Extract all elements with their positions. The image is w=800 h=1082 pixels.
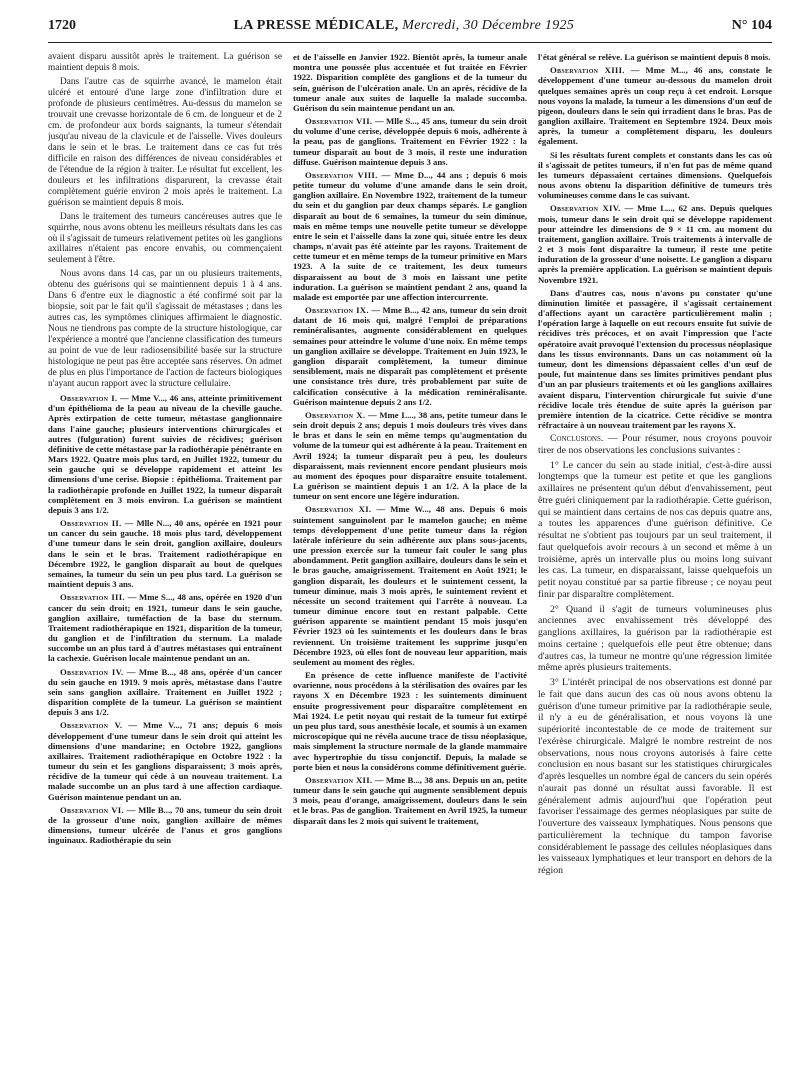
paragraph bbox=[538, 604, 772, 675]
page-header bbox=[48, 18, 772, 43]
paragraph bbox=[538, 150, 772, 201]
observation-paragraph bbox=[48, 592, 282, 663]
paragraph-text: — Mme W..., 48 ans. Depuis 6 mois suintement sanguinolent par le mamelon gauche; en même temps développement d'une petite tumeur dans la région latérale inférieure du sein adhérente aux plans sous-jacents, une pression exercée sur la tumeur fait couler le sang plus abondamment. Petit ganglion axillaire, douleurs dans le sein et le bras gauche, amaigrissement. Traitement en Août 1921; le ganglion disparaît, les douleurs et le suintement cessent, la tumeur diminue, mais 3 mois après, le suintement revient et nécessite un second traitement qui l'arrête à nouveau. La tumeur diminue encore tout en restant palpable. Cette guérison apparente se maintient pendant 15 mois jusqu'en Février 1923 où les suintements et les douleurs dans le bras reviennent. Un troisième traitement les supprime jusqu'en Décembre 1923, où elles font de nouveau leur apparition, mais seulement au moment des règles. bbox=[293, 504, 527, 667]
observation-paragraph bbox=[538, 65, 772, 146]
paragraph-lead: Observation XI. bbox=[305, 504, 372, 515]
paragraph bbox=[48, 77, 282, 209]
paragraph-text: — Mlle S..., 45 ans, tumeur du sein droit du volume d'une cerise, développée depuis 6 mois, adhérente à la peau, pas de ganglions. Traitement en Février 1922 : la tumeur disparaît au bout de 3 mois, il reste une induration diffuse. Guérison maintenue depuis 3 ans. bbox=[293, 116, 527, 167]
paragraph-text: — Mme B..., 42 ans, tumeur du sein droit datant de 16 mois qui, malgré l'emploi de préparations reminéralisantes, augmente considérablement en quelques semaines pour atteindre le volume d'une noix. En même temps un ganglion axillaire se développe. Traitement en Juin 1923, le ganglion disparaît complètement, la tumeur diminue sensiblement, mais ne disparaît pas complètement et présente une consistance très dure, très probablement par suite de calcification consécutive à la médication reminéralisante. Guérison maintenue depuis 2 ans 1/2. bbox=[293, 305, 527, 407]
observation-paragraph bbox=[48, 393, 282, 515]
observation-paragraph bbox=[293, 775, 527, 826]
paragraph-text: 2° Quand il s'agit de tumeurs volumineuses plus anciennes avec envahissement très développé des ganglions axillaires, la guérison par la radiothérapie est moins certaine ; quelquefois elle peut être obtenue; dans d'autres cas, la tumeur ne montre qu'une régression limitée même après plusieurs traitements. bbox=[538, 603, 772, 674]
column-3 bbox=[538, 52, 772, 1070]
paragraph-text: — Mme S..., 48 ans, opérée en 1920 d'un cancer du sein droit; en 1921, tumeur dans le sein gauche, ganglion axillaire, tuméfaction de la base du sternum. Traitement radiothérapique en 1921, disparition de la tumeur, du ganglion et de l'infiltration du sternum. La malade succombe un an plus tard à d'autres métastases qui entraînent la cachexie. Guérison locale maintenue pendant un an. bbox=[48, 592, 282, 664]
article-columns bbox=[48, 52, 772, 1070]
paragraph-text: avaient disparu aussitôt après le traitement. La guérison se maintient depuis 8 mois. bbox=[48, 52, 282, 73]
paragraph-lead: Observation VI. bbox=[60, 804, 124, 815]
observation-paragraph bbox=[538, 203, 772, 284]
paragraph-text: — Mme L..., 38 ans, petite tumeur dans le sein droit depuis 2 ans; depuis 1 mois douleurs très vives dans le bras et dans le sein en même temps qu'augmentation du volume de la tumeur qui est adhérente à la peau. Traitement en Avril 1924; la tumeur disparaît peu à peu, les douleurs disparaissent, mais reviennent encore pendant plusieurs mois au moment des époques pour disparaître ensuite totalement. La guérison se maintient depuis 1 an 1/2. A la place de la tumeur on sent encore une légère induration. bbox=[293, 409, 527, 502]
paragraph-lead: Observation IV. bbox=[60, 666, 124, 677]
column-2 bbox=[293, 52, 527, 1070]
paragraph-text: Si les résultats furent complets et constants dans les cas où il s'agissait de petites tumeurs, il n'en fut pas de même quand les tumeurs dépassaient certaines dimensions. Quelquefois nous avons obtenu la disparition définitive de tumeurs très volumineuses comme dans le cas suivant. bbox=[538, 149, 772, 201]
paragraph-text: — Mme B..., 38 ans. Depuis un an, petite tumeur dans le sein gauche qui augmente sensiblement depuis 3 mois, peau d'orange, amaigrissement, douleurs dans le sein et le bras. Pas de ganglion. Traitement en Avril 1925, la tumeur disparaît dans les 2 mois qui suivent le traitement, bbox=[293, 774, 527, 826]
column-1 bbox=[48, 52, 282, 1070]
observation-paragraph bbox=[293, 170, 527, 302]
observation-paragraph bbox=[48, 805, 282, 846]
paragraph-text: 3° L'intérêt principal de nos observations est donné par le fait que dans aucun des cas où nous avons obtenu la guérison d'une tumeur primitive par la radiothérapie seule, il n'y a eu de généralisation, et nous voyons là une supériorité incontestable de ce mode de traitement sur l'exérèse chirurgicale. Malgré le nombre restreint de nos observations, nous nous croyons autorisés à faire cette conclusion en nous basant sur les statistiques chirurgicales d'après lesquelles un nombre égal de cancers du sein opérés n'aurait pas donné un résultat aussi favorable. Il est généralement admis aujourd'hui que l'opération peut favoriser l'essaimage des germes néoplasiques par suite de l'ouverture des vaisseaux lymphatiques. Nous pensons que particulièrement la technique du tampon favorise considérablement le passage des cellules néoplasiques dans les vaisseaux lymphatiques et leur transport en dehors de la région bbox=[538, 677, 772, 877]
paragraph-text: — Mme L..., 62 ans. Depuis quelques mois, tumeur dans le sein droit qui se développe rapidement pour atteindre les dimensions de 9 × 11 cm. au moment du traitement, ganglion axillaire. Trois traitements à intervalle de 2 et 3 mois font disparaître la tumeur, il reste une petite induration de la grosseur d'une noisette. Le ganglion a disparu après la première application. La guérison se maintient depuis Novembre 1921. bbox=[538, 203, 772, 285]
paragraph-text: et de l'aisselle en Janvier 1922. Bientôt après, la tumeur anale montra une poussée plus accentuée et fut traitée en Février 1922. Disparition complète des ganglions et de la tumeur du sein, guérison de l'ulcération anale. Un an après, récidive de la tumeur anale aux suites de laquelle la malade succomba. Guérison du sein maintenue pendant un an. bbox=[293, 52, 527, 113]
page-number: 1720 bbox=[48, 18, 76, 33]
paragraph-text: Dans d'autres cas, nous n'avons pu constater qu'une diminution limitée et passagère, il s'agissait certainement d'affections ayant un caractère particulièrement malin ; l'opération large à laquelle on eut recours ensuite fut suivie de récidives très précoces, et on avait l'impression que l'acte opératoire avait provoqué l'extension du processus néoplasique dans les tissus environnants. Dans un cas notamment où la tumeur, dont les dimensions dépassaient celles d'un œuf de poule, fut maintenue dans ses limites primitives pendant plus d'un an par plusieurs traitements et où les ganglions axillaires avaient disparu, l'intervention chirurgicale fut suivie d'une récidive locale très étendue de suite après la guérison par première intention de la cicatrice. Cette récidive se montra réfractaire à un nouveau traitement par les rayons X. bbox=[538, 287, 772, 431]
observation-paragraph bbox=[48, 518, 282, 589]
paragraph-lead: Observation XII. bbox=[305, 774, 373, 785]
paragraph bbox=[538, 677, 772, 877]
paragraph-text: — Mme V..., 46 ans, atteinte primitivement d'un épithélioma de la peau au niveau de la cheville gauche. Après extirpation de cette tumeur, métastase ganglionnaire dans l'aine gauche; plusieurs interventions chirurgicales et autres (fulguration) furent suivies de récidives; guérison définitive de cette métastase par la radiothérapie pénétrante en Mars 1922. Quatre mois plus tard, en Juillet 1922, tumeur du sein gauche qui se développe rapidement et atteint les dimensions d'une cerise. Biopsie : épithélioma. Traitement par la radiothérapie profonde en Juillet 1922, la tumeur disparaît complètement en 3 mois environ. La guérison se maintient depuis 3 ans 1/2. bbox=[48, 393, 282, 515]
paragraph-lead: Observation IX. bbox=[305, 305, 369, 316]
observation-paragraph bbox=[293, 410, 527, 502]
paragraph bbox=[48, 212, 282, 267]
paragraph-lead: Observation V. bbox=[60, 720, 123, 731]
observation-paragraph bbox=[48, 720, 282, 801]
paragraph-text: — Mlle N..., 40 ans, opérée en 1921 pour un cancer du sein gauche. 18 mois plus tard, développement d'une tumeur dans le sein droit, ganglion axillaire, douleurs dans le sein et le bras. Traitement radiothérapique en Décembre 1922, le ganglion disparaît au bout de quelques semaines, la tumeur du sein un peu plus tard. La guérison se maintient depuis 3 ans. bbox=[48, 518, 282, 590]
paragraph-lead: Observation X. bbox=[305, 409, 366, 420]
paragraph-text: 1° Le cancer du sein au stade initial, c'est-à-dire aussi longtemps que la tumeur est petite et que les ganglions axillaires ne présentent qu'un début d'envahissement, peut être guéri cliniquement par la radiothérapie. Cette guérison, qui se maintient dans certains de nos cas depuis quatre ans, a toutes les apparences d'une guérison définitive. Ce résultat ne s'obtient pas toujours par un seul traitement, il faut quelquefois avoir recours à un second et même à un troisième, après un intervalle plus ou moins long suivant les cas. La tumeur, en disparaissant, laisse quelquefois un petit noyau constitué par sa partie fibreuse ; ce noyau peut finir par disparaître complètement. bbox=[538, 459, 772, 600]
paragraph-lead: Conclusions. bbox=[550, 433, 604, 445]
paragraph-text: — Mlle B..., 70 ans, tumeur du sein droit de la grosseur d'une noix, ganglion axillaire de mêmes dimensions, tumeur ulcérée de l'anus et gros ganglions inguinaux. Radiothérapie du sein bbox=[48, 804, 282, 846]
paragraph-text: l'état général se relève. La guérison se maintient depuis 8 mois. bbox=[538, 52, 771, 62]
paragraph bbox=[48, 52, 282, 74]
journal-title bbox=[234, 18, 574, 34]
paragraph bbox=[538, 288, 772, 430]
paragraph bbox=[293, 52, 527, 113]
paragraph-text: Dans l'autre cas de squirrhe avancé, le mamelon était ulcéré et entouré d'une large zone d'infiltration dure et profonde de plusieurs centimètres. Au-dessus du mamelon se trouvait une crevasse horizontale de 6 cm. de longueur et de 2 cm. de profondeur aux bords saignants, la tumeur s'étendait jusqu'au niveau de la clavicule et de l'aisselle. Vives douleurs dans le sein et le bras. Le traitement dans ce cas fut très difficile en raison des différences de niveau considérables et de l'étendue de la région à traiter. Le résultat fut excellent, les douleurs et les infiltrations disparurent, la crevasse était complètement guérie environ 2 mois après le traitement. La guérison se maintient depuis 8 mois. bbox=[48, 76, 282, 208]
observation-paragraph bbox=[293, 305, 527, 407]
paragraph-text: Nous avons dans 14 cas, par un ou plusieurs traitements, obtenu des guérisons qui se maintiennent depuis 1 à 4 ans. Dans 6 d'entre eux le diagnostic a été confirmé soit par la biopsie, soit par le fait qu'il s'agissait de métastases ; dans les autres cas, les symptômes cliniques affirmaient le diagnostic. Nous ne tiendrons pas compte de la structure histologique, car l'expérience a montré que l'ancienne classification des tumeurs au point de vue de leur radiosensibilité basée sur la structure histologique ne peut pas être acceptée sans réserves. On admet de plus en plus l'importance de l'action de facteurs biologiques n'ayant aucun rapport avec la structure cellulaire. bbox=[48, 269, 282, 390]
issue-date: Mercredi, 30 Décembre 1925 bbox=[402, 18, 575, 33]
observation-paragraph bbox=[293, 504, 527, 667]
paragraph-lead: Observation XIV. bbox=[550, 203, 621, 214]
paragraph-text: — Mme M..., 46 ans, constate le développement d'une tumeur au-dessous du mamelon droit quelques semaines après un coup reçu à cet endroit. Lorsque nous voyons la malade, la tumeur a les dimensions d'un œuf de pigeon, douleurs dans le sein qui irradient dans le bras. Pas de ganglion axillaire. Traitement en Septembre 1924. Deux mois après, la tumeur a complètement disparu, les douleurs également. bbox=[538, 65, 772, 147]
paragraph-lead: Observation III. bbox=[60, 592, 125, 603]
paragraph bbox=[538, 460, 772, 601]
paragraph-lead: Observation II. bbox=[60, 518, 122, 529]
observation-paragraph bbox=[293, 116, 527, 167]
paragraph-lead: Observation VII. bbox=[305, 116, 373, 127]
paragraph bbox=[48, 269, 282, 390]
paragraph-lead: Observation I. bbox=[60, 393, 118, 404]
paragraph-text: — Mme V..., 71 ans; depuis 6 mois développement d'une tumeur dans le sein droit qui atteint les dimensions d'une mandarine; en Octobre 1922, ganglions axillaires. Traitement radiothérapique en Octobre 1922 : la tumeur du sein et les ganglions disparaissent; 3 mois après, récidive de la tumeur qui cède à un nouveau traitement. La malade succombe un an plus tard à une affection cardiaque. Guérison maintenue pendant un an. bbox=[48, 720, 282, 802]
paragraph-text: En présence de cette influence manifeste de l'activité ovarienne, nous procédons à la stérilisation des ovaires par les rayons X en Décembre 1923 : les suintements diminuent ensuite progressivement pour disparaître complètement en Mai 1924. Le petit noyau qui restait de la tumeur fut extirpé un peu plus tard, sous anesthésie locale, et soumis à un examen microscopique qui ne révéla aucune trace de tissu néoplasique, mais simplement la structure normale de la glande mammaire avec hypertrophie du tissu conjonctif. Depuis, la malade se porte bien et nous la considérons comme définitivement guérie. bbox=[293, 670, 527, 772]
paragraph bbox=[538, 52, 772, 62]
paragraph-text: — Mme B..., 48 ans, opérée d'un cancer du sein gauche en 1919. 9 mois après, métastase dans l'autre sein sans ganglion axillaire. Traitement en Juillet 1922 ; disparition complète de la tumeur. La guérison se maintient depuis 3 ans 1/2. bbox=[48, 666, 282, 718]
paragraph-lead: Observation XIII. bbox=[550, 65, 625, 76]
journal-name: LA PRESSE MÉDICALE, bbox=[233, 18, 399, 33]
observation-paragraph bbox=[538, 433, 772, 457]
paragraph-text: Dans le traitement des tumeurs cancéreuses autres que le squirrhe, nous avons obtenu les meilleurs résultats dans les cas où il s'agissait de tumeurs relativement petites où les ganglions axillaires n'étaient pas encore envahis, ou commençaient seulement à l'être. bbox=[48, 211, 282, 266]
paragraph-lead: Observation VIII. bbox=[305, 169, 378, 180]
observation-paragraph bbox=[48, 667, 282, 718]
paragraph-text: — Pour résumer, nous croyons pouvoir tirer de nos observations les conclusions suivantes : bbox=[538, 433, 772, 456]
paragraph bbox=[293, 670, 527, 772]
issue-number: N° 104 bbox=[731, 18, 772, 33]
paragraph-text: — Mme D..., 44 ans ; depuis 6 mois petite tumeur du volume d'une amande dans le sein droit, ganglion axillaire. En Novembre 1922, traitement de la tumeur du sein et du ganglion par deux champs séparés. Le ganglion disparaît au bout de 6 semaines, la tumeur du sein diminue, mais en même temps une nouvelle petite tumeur se développe entre le sein et l'aisselle dans la zone qui, située entre les deux champs, n'avait pas été atteinte par les rayons. Traitement de cette tumeur et en même temps de la tumeur primitive en Mars 1923. A la suite de ce traitement, les deux tumeurs disparaissent au bout de 3 mois en laissant une petite induration. La guérison se maintient pendant 2 ans, quand la malade est emportée par une affection intercurrente. bbox=[293, 169, 527, 302]
